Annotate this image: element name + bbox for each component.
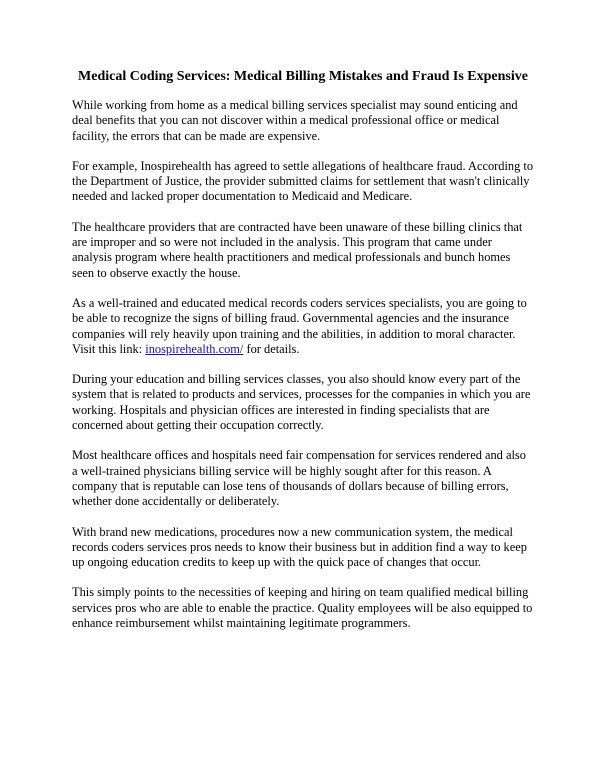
paragraph-providers: The healthcare providers that are contracted have been unaware of these billing clinics that are improper and so were not included in the analysis. This program that came under analysis program where health practitioners and medical professionals and bunch homes seen to observe exactly the house.	[72, 219, 523, 280]
document-title: Medical Coding Services: Medical Billing Mistakes and Fraud Is Expensive	[78, 69, 528, 84]
paragraph-specialists-text: As a well-trained and educated medical records coders services specialists, you are going to be able to recognize the signs of billing fraud. Governmental agencies and the insurance companies will rely heavily upon training and the abilities, in addition to moral character. Visit this link:	[72, 295, 527, 356]
paragraph-conclusion: This simply points to the necessities of keeping and hiring on team qualified medical billing services pros who are able to enable the practice. Quality employees will be also equipped to enhance reimbursement whilst maintaining legitimate programmers.	[72, 585, 533, 631]
paragraph-specialists	[72, 296, 534, 357]
paragraph-compensation: Most healthcare offices and hospitals need fair compensation for services rendered and also a well-trained physicians billing service will be highly sought after for this reason. A company that is reputable can lose tens of thousands of dollars because of billing errors, whether done accidentally or deliberately.	[72, 448, 526, 509]
paragraph-specialists-tail: for details.	[243, 341, 300, 356]
paragraph-medications: With brand new medications, procedures now a new communication system, the medical records coders services pros needs to know their business but in addition find a way to keep up ongoing education credits to keep up with the quick pace of changes that occur.	[72, 524, 527, 570]
inospirehealth-link[interactable]: inospirehealth.com/	[145, 341, 244, 356]
paragraph-education: During your education and billing services classes, you also should know every part of the system that is related to products and services, processes for the companies in which you are working. Hospitals and physician offices are interested in finding specialists that are concerned about getting their occupation correctly.	[72, 372, 531, 433]
paragraph-example: For example, Inospirehealth has agreed to settle allegations of healthcare fraud. According to the Department of Justice, the provider submitted claims for settlement that wasn't clinically needed and lacked proper documentation to Medicaid and Medicare.	[72, 158, 534, 204]
paragraph-intro: While working from home as a medical billing services specialist may sound enticing and deal benefits that you can not discover within a medical professional office or medical facility, the errors that can be made are expensive.	[72, 98, 518, 143]
